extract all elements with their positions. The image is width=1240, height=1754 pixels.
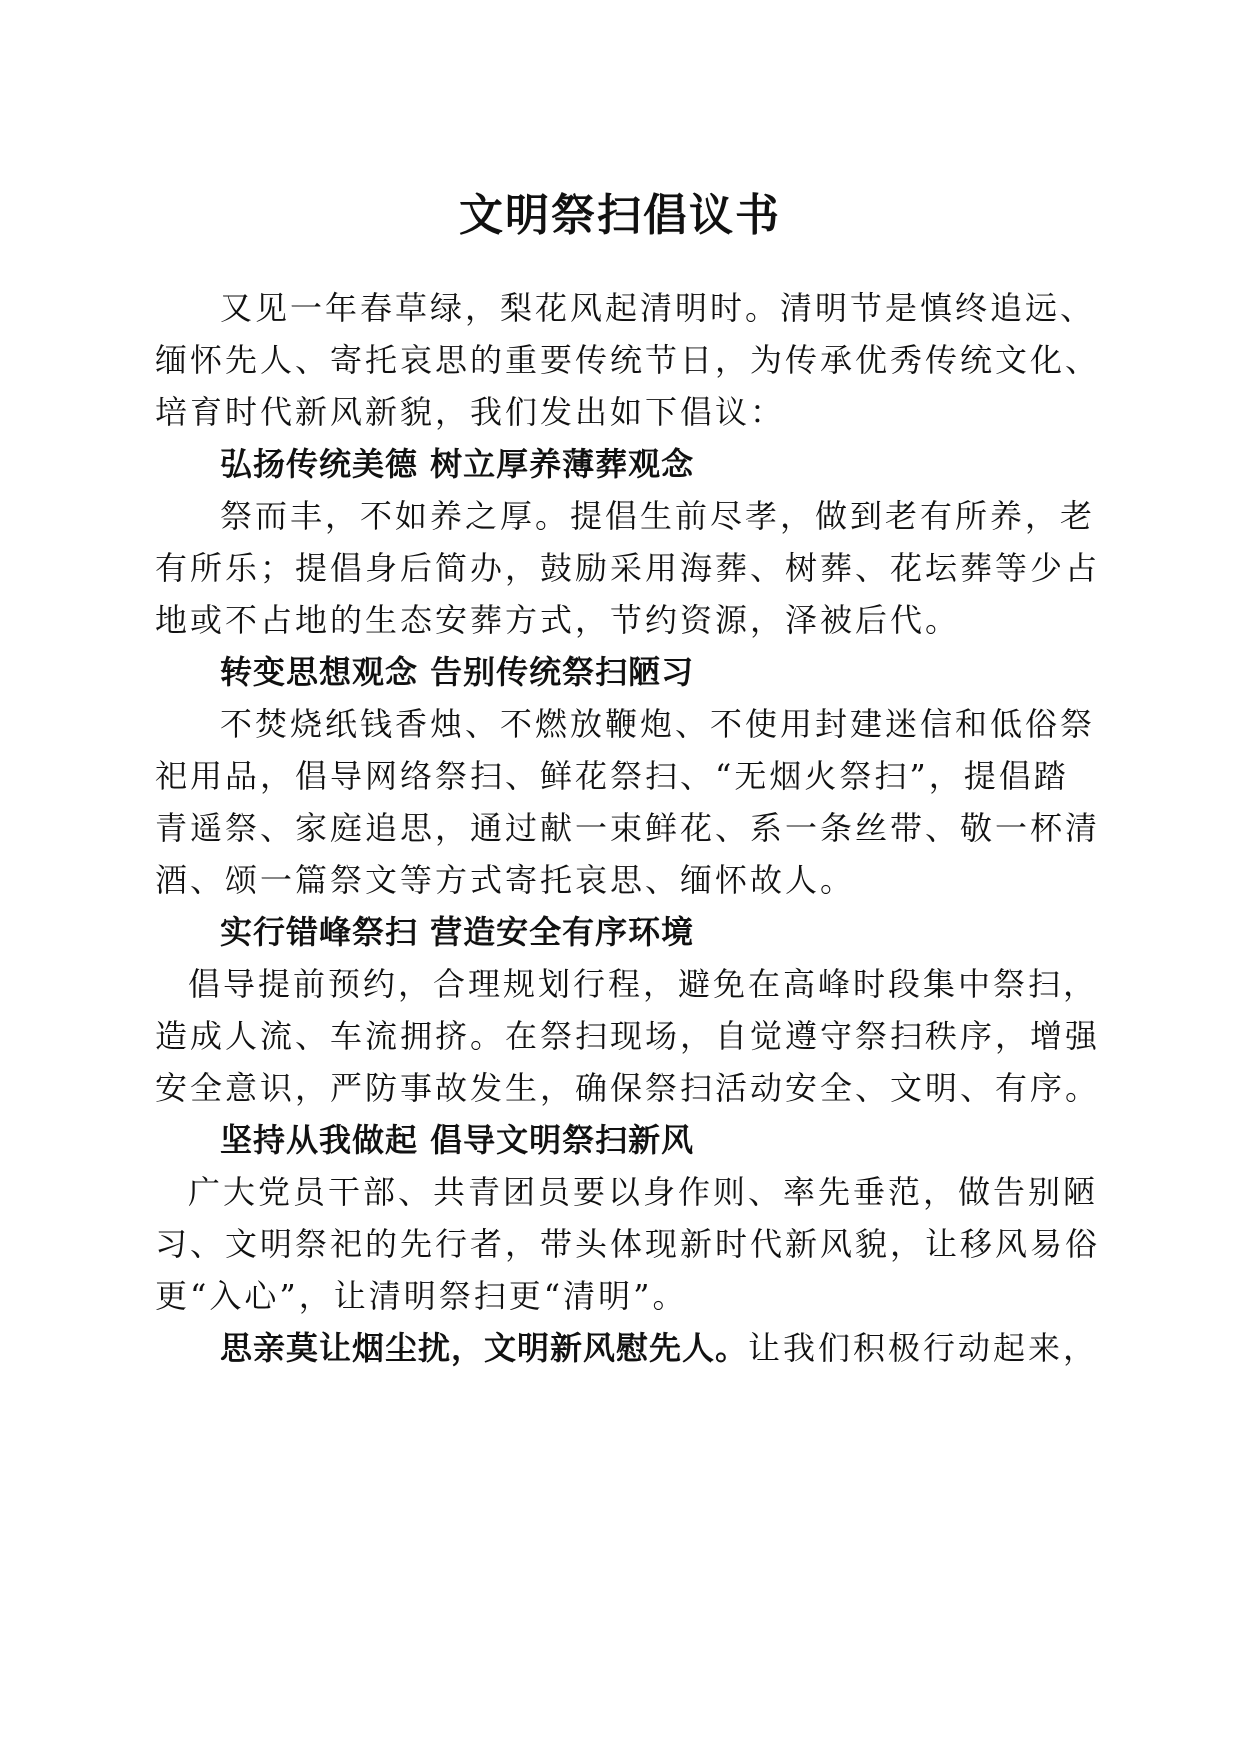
section-1-line-2: 有所乐；提倡身后简办，鼓励采用海葬、树葬、花坛葬等少占 — [155, 549, 1101, 587]
intro-line-1: 又见一年春草绿，梨花风起清明时。清明节是慎终追远、 — [220, 289, 1096, 327]
section-2-line-1: 不焚烧纸钱香烛、不燃放鞭炮、不使用封建迷信和低俗祭 — [220, 705, 1096, 743]
section-1-line-1: 祭而丰，不如养之厚。提倡生前尽孝，做到老有所养，老 — [220, 497, 1096, 535]
section-4-line-1: 广大党员干部、共青团员要以身作则、率先垂范，做告别陋 — [188, 1173, 1099, 1211]
section-2-heading: 转变思想观念 告别传统祭扫陋习 — [220, 653, 695, 691]
section-1-line-3: 地或不占地的生态安葬方式，节约资源，泽被后代。 — [155, 601, 961, 639]
section-3-line-2: 造成人流、车流拥挤。在祭扫现场，自觉遵守祭扫秩序，增强 — [155, 1017, 1101, 1055]
section-2-line-3: 青遥祭、家庭追思，通过献一束鲜花、系一条丝带、敬一杯清 — [155, 809, 1101, 847]
section-3-heading: 实行错峰祭扫 营造安全有序环境 — [220, 913, 695, 951]
section-1-heading: 弘扬传统美德 树立厚养薄葬观念 — [220, 445, 695, 483]
section-2-line-4: 酒、颂一篇祭文等方式寄托哀思、缅怀故人。 — [155, 861, 856, 899]
section-3-line-3: 安全意识，严防事故发生，确保祭扫活动安全、文明、有序。 — [155, 1069, 1101, 1107]
section-2-line-2: 祀用品，倡导网络祭扫、鲜花祭扫、“无烟火祭扫”，提倡踏 — [155, 757, 1069, 795]
closing-line — [155, 1326, 1099, 1370]
intro-line-3: 培育时代新风新貌，我们发出如下倡议： — [155, 393, 786, 431]
section-3-line-1: 倡导提前预约，合理规划行程，避免在高峰时段集中祭扫， — [188, 965, 1099, 1003]
closing-normal-text: 让我们积极行动起来， — [748, 1329, 1099, 1367]
section-4-line-2: 习、文明祭祀的先行者，带头体现新时代新风貌，让移风易俗 — [155, 1225, 1101, 1263]
section-4-line-3: 更“入心”，让清明祭扫更“清明”。 — [155, 1277, 688, 1315]
document-title: 文明祭扫倡议书 — [459, 190, 781, 241]
intro-line-2: 缅怀先人、寄托哀思的重要传统节日，为传承优秀传统文化、 — [155, 341, 1101, 379]
section-4-heading: 坚持从我做起 倡导文明祭扫新风 — [220, 1121, 695, 1159]
closing-bold-text: 思亲莫让烟尘扰，文明新风慰先人。 — [220, 1329, 749, 1367]
